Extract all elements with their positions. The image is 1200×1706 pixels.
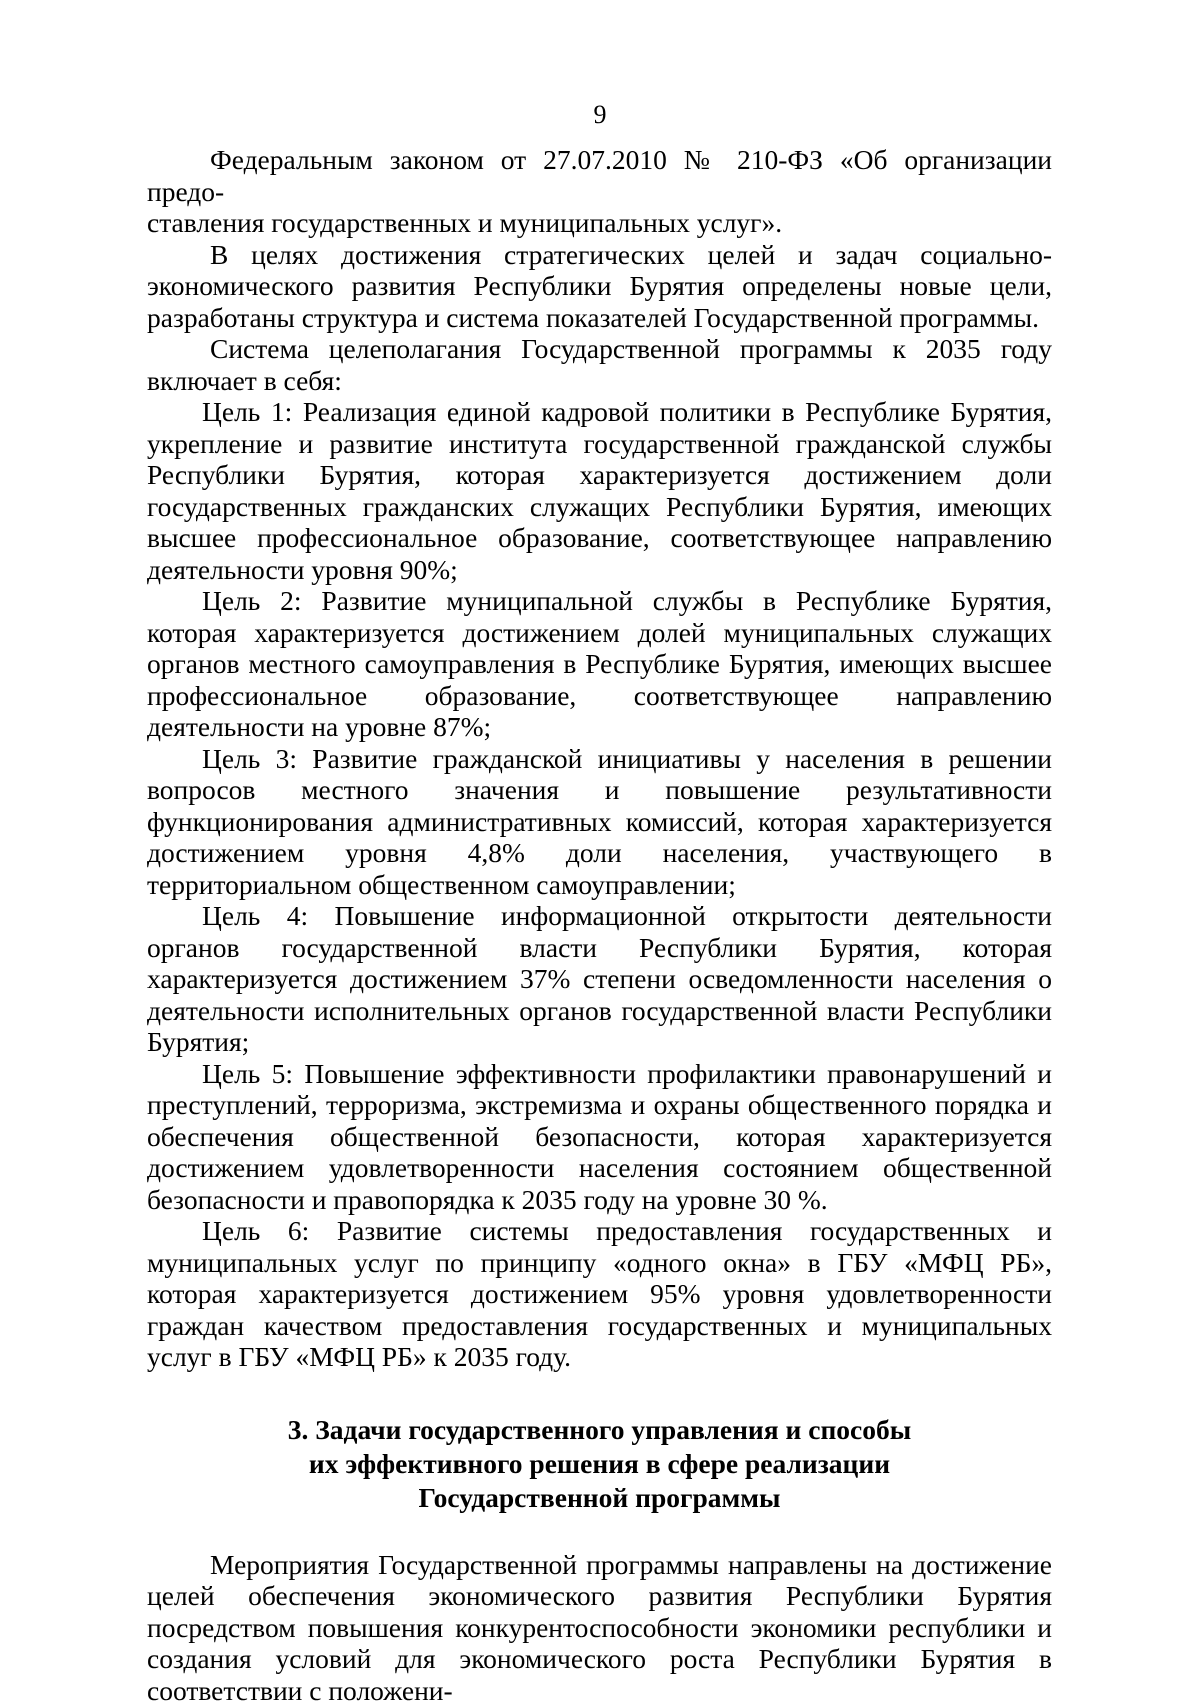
paragraph-goal-1: Цель 1: Реализация единой кадровой политики в Республике Бурятия, укрепление и развитие института государственной гражданской службы Республики Бурятия, которая характеризуется достижением доли государственных гражданских служащих Республики Бурятия, имеющих высшее профессиональное образование, соответствующее направлению деятельности уровня 90%; <box>147 396 1052 585</box>
paragraph-goal-system: Система целеполагания Государственной программы к 2035 году включает в себя: <box>147 333 1052 396</box>
paragraph-goal-5: Цель 5: Повышение эффективности профилактики правонарушений и преступлений, терроризма, экстремизма и охраны общественного порядка и обеспечения общественной безопасности, которая характеризуется достижением удовлетворенности населения состоянием общественной безопасности и правопорядка к 2035 году на уровне 30 %. <box>147 1058 1052 1216</box>
paragraph-measures: Мероприятия Государственной программы направлены на достижение целей обеспечения экономического развития Республики Бурятия посредством повышения конкурентоспособности экономики республики и создания условий для экономического роста Республики Бурятия в соответствии с положени- <box>147 1549 1052 1706</box>
section-heading-line-3: Государственной программы <box>147 1481 1052 1515</box>
body-text <box>147 144 1052 1706</box>
paragraph-goal-3: Цель 3: Развитие гражданской инициативы у населения в решении вопросов местного значения и повышение результативности функционирования административных комиссий, которая характеризуется достижением уровня 4,8% доли населения, участвующего в территориальном общественном самоуправлении; <box>147 743 1052 901</box>
paragraph-goal-6: Цель 6: Развитие системы предоставления государственных и муниципальных услуг по принципу «одного окна» в ГБУ «МФЦ РБ», которая характеризуется достижением 95% уровня удовлетворенности граждан качеством предоставления государственных и муниципальных услуг в ГБУ «МФЦ РБ» к 2035 году. <box>147 1215 1052 1373</box>
section-heading <box>147 1413 1052 1515</box>
page-number: 9 <box>0 100 1200 130</box>
section-heading-line-1: 3. Задачи государственного управления и способы <box>147 1413 1052 1447</box>
paragraph-goal-4: Цель 4: Повышение информационной открытости деятельности органов государственной власти Республики Бурятия, которая характеризуется достижением 37% степени осведомленности населения о деятельности исполнительных органов государственной власти Республики Бурятия; <box>147 900 1052 1058</box>
paragraph-goal-2: Цель 2: Развитие муниципальной службы в Республике Бурятия, которая характеризуется достижением долей муниципальных служащих органов местного самоуправления в Республике Бурятия, имеющих высшее профессиональное образование, соответствующее направлению деятельности на уровне 87%; <box>147 585 1052 743</box>
paragraph-law-reference-start: Федеральным законом от 27.07.2010 № 210-ФЗ «Об организации предо- <box>147 144 1052 207</box>
paragraph-law-reference-end: ставления государственных и муниципальных услуг». <box>147 207 1052 239</box>
section-heading-line-2: их эффективного решения в сфере реализации <box>147 1447 1052 1481</box>
paragraph-strategic-goals: В целях достижения стратегических целей и задач социально-экономического развития Республики Бурятия определены новые цели, разработаны структура и система показателей Государственной программы. <box>147 239 1052 334</box>
